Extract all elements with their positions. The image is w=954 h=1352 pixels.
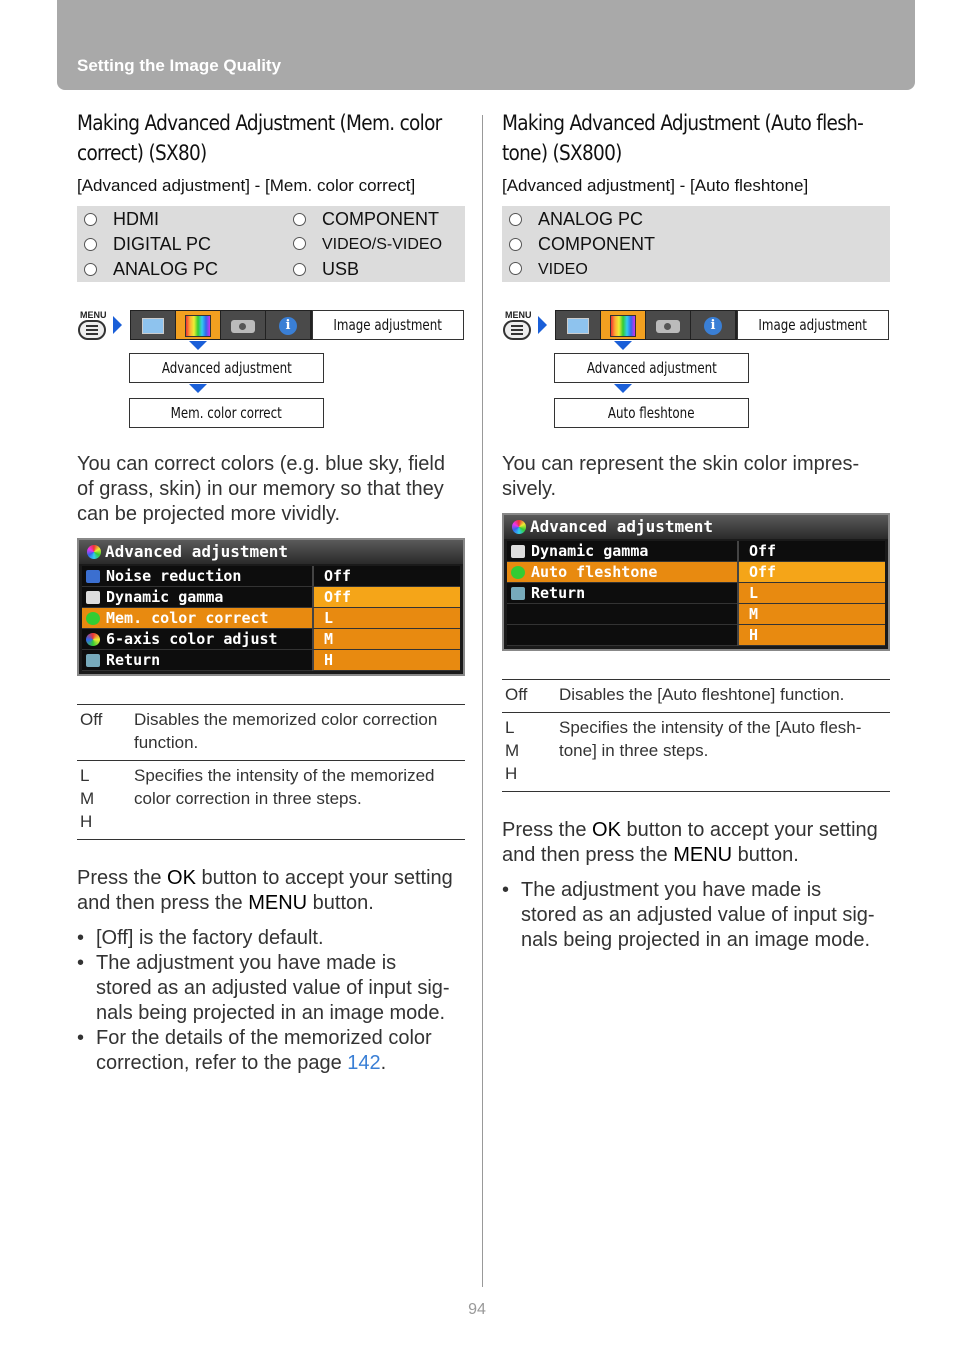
arrow-down-icon xyxy=(614,384,632,393)
input-signal-list xyxy=(502,206,890,282)
radio-icon xyxy=(293,213,306,226)
fleshtone-icon xyxy=(511,566,525,579)
step-target-item: Auto fleshtone xyxy=(554,398,749,428)
section-title: Setting the Image Quality xyxy=(77,56,282,75)
description: You can correct colors (e.g. blue sky, field of grass, skin) in our memory so that they can be projected more vividly. xyxy=(77,453,445,525)
radio-icon xyxy=(509,238,522,251)
color-ball-icon xyxy=(512,520,526,534)
osd-row: Dynamic gamma Off xyxy=(82,587,460,608)
menu-button-icon: MENU xyxy=(77,310,109,342)
left-column xyxy=(77,108,465,1076)
osd-row: H xyxy=(507,625,885,646)
arrow-down-icon xyxy=(614,341,632,350)
arrow-down-icon xyxy=(189,341,207,350)
radio-icon xyxy=(293,263,306,276)
list-item: • The adjustment you have made is stored as an adjusted value of input sig- nals being projected in an image mode. xyxy=(502,878,890,953)
table-row: L M H Specifies the intensity of the memorized color correction in three steps. xyxy=(77,760,465,839)
gamma-icon xyxy=(86,591,100,604)
noise-icon xyxy=(86,570,100,583)
input-item: COMPONENT xyxy=(293,207,439,232)
return-icon xyxy=(511,587,525,600)
radio-icon xyxy=(84,213,97,226)
projector-tab-icon xyxy=(221,311,266,339)
step-advanced-adjustment: Advanced adjustment xyxy=(554,353,749,383)
osd-row-selected: Auto fleshtone Off xyxy=(507,562,885,583)
input-item: ANALOG PC xyxy=(84,257,218,282)
options-table xyxy=(77,704,465,840)
menu-tab-bar xyxy=(555,310,737,340)
page-link[interactable]: 142 xyxy=(347,1052,381,1074)
table-row: Off Disables the [Auto fleshtone] function. xyxy=(505,685,845,704)
menu-button-icon: MENU xyxy=(502,310,534,342)
list-item: • For the details of the memorized color correction, refer to the page 142. xyxy=(77,1026,465,1076)
osd-menu-screenshot xyxy=(502,513,890,651)
step-advanced-adjustment: Advanced adjustment xyxy=(129,353,324,383)
radio-icon xyxy=(84,238,97,251)
gamma-icon xyxy=(511,545,525,558)
notes-list xyxy=(502,878,890,953)
osd-title: Advanced adjustment xyxy=(504,515,888,539)
input-item: COMPONENT xyxy=(509,232,655,257)
screen-tab-icon xyxy=(131,311,176,339)
tab-label: Image adjustment xyxy=(737,310,889,340)
arrow-right-icon xyxy=(538,316,547,334)
osd-row-selected: Mem. color correct L xyxy=(82,608,460,629)
osd-title: Advanced adjustment xyxy=(79,540,463,564)
page-header xyxy=(57,0,915,90)
menu-navigation-diagram xyxy=(502,310,890,440)
input-item: VIDEO/S-VIDEO xyxy=(293,232,442,257)
image-adjustment-tab-icon xyxy=(176,311,221,339)
screen-tab-icon xyxy=(556,311,601,339)
input-item: VIDEO xyxy=(509,257,588,282)
menu-path: [Advanced adjustment] - [Auto fleshtone] xyxy=(502,176,809,195)
osd-row: Return L xyxy=(507,583,885,604)
press-instruction: Press the OK button to accept your setting and then press the MENU button. xyxy=(502,819,878,866)
info-tab-icon: i xyxy=(691,311,736,339)
tab-label: Image adjustment xyxy=(312,310,464,340)
osd-menu-screenshot xyxy=(77,538,465,676)
section-heading: Making Advanced Adjustment (Auto flesh- tone) (SX800) xyxy=(502,111,864,165)
table-row: L M H Specifies the intensity of the [Auto flesh- tone] in three steps. xyxy=(502,712,890,791)
radio-icon xyxy=(84,263,97,276)
section-heading: Making Advanced Adjustment (Mem. color correct) (SX80) xyxy=(77,111,442,165)
column-divider xyxy=(482,115,483,1287)
image-adjustment-tab-icon xyxy=(601,311,646,339)
input-item: USB xyxy=(293,257,359,282)
input-item: ANALOG PC xyxy=(509,207,643,232)
osd-row: 6-axis color adjust M xyxy=(82,629,460,650)
arrow-down-icon xyxy=(189,384,207,393)
return-icon xyxy=(86,654,100,667)
page-number: 94 xyxy=(468,1301,486,1318)
color-ball-icon xyxy=(87,545,101,559)
radio-icon xyxy=(293,237,306,250)
menu-path: [Advanced adjustment] - [Mem. color correct] xyxy=(77,176,416,195)
input-signal-list xyxy=(77,206,465,282)
projector-tab-icon xyxy=(646,311,691,339)
input-item: DIGITAL PC xyxy=(84,232,211,257)
menu-tab-bar xyxy=(130,310,312,340)
osd-row: Dynamic gamma Off xyxy=(507,541,885,562)
osd-row: Return H xyxy=(82,650,460,671)
right-column xyxy=(502,108,890,953)
step-target-item: Mem. color correct xyxy=(129,398,324,428)
mem-color-icon xyxy=(86,612,100,625)
list-item: • The adjustment you have made is stored as an adjusted value of input sig- nals being projected in an image mode. xyxy=(77,951,465,1026)
input-item: HDMI xyxy=(84,207,159,232)
radio-icon xyxy=(509,213,522,226)
table-row: Off Disables the memorized color correction function. xyxy=(80,710,438,752)
radio-icon xyxy=(509,262,522,275)
six-axis-icon xyxy=(86,633,100,646)
menu-navigation-diagram xyxy=(77,310,465,440)
description: You can represent the skin color impres- sively. xyxy=(502,453,860,500)
options-table xyxy=(502,679,890,792)
arrow-right-icon xyxy=(113,316,122,334)
osd-row: Noise reduction Off xyxy=(82,566,460,587)
info-tab-icon: i xyxy=(266,311,311,339)
list-item: • [Off] is the factory default. xyxy=(77,926,465,951)
press-instruction: Press the OK button to accept your setting and then press the MENU button. xyxy=(77,867,453,914)
notes-list xyxy=(77,926,465,1076)
osd-row: M xyxy=(507,604,885,625)
